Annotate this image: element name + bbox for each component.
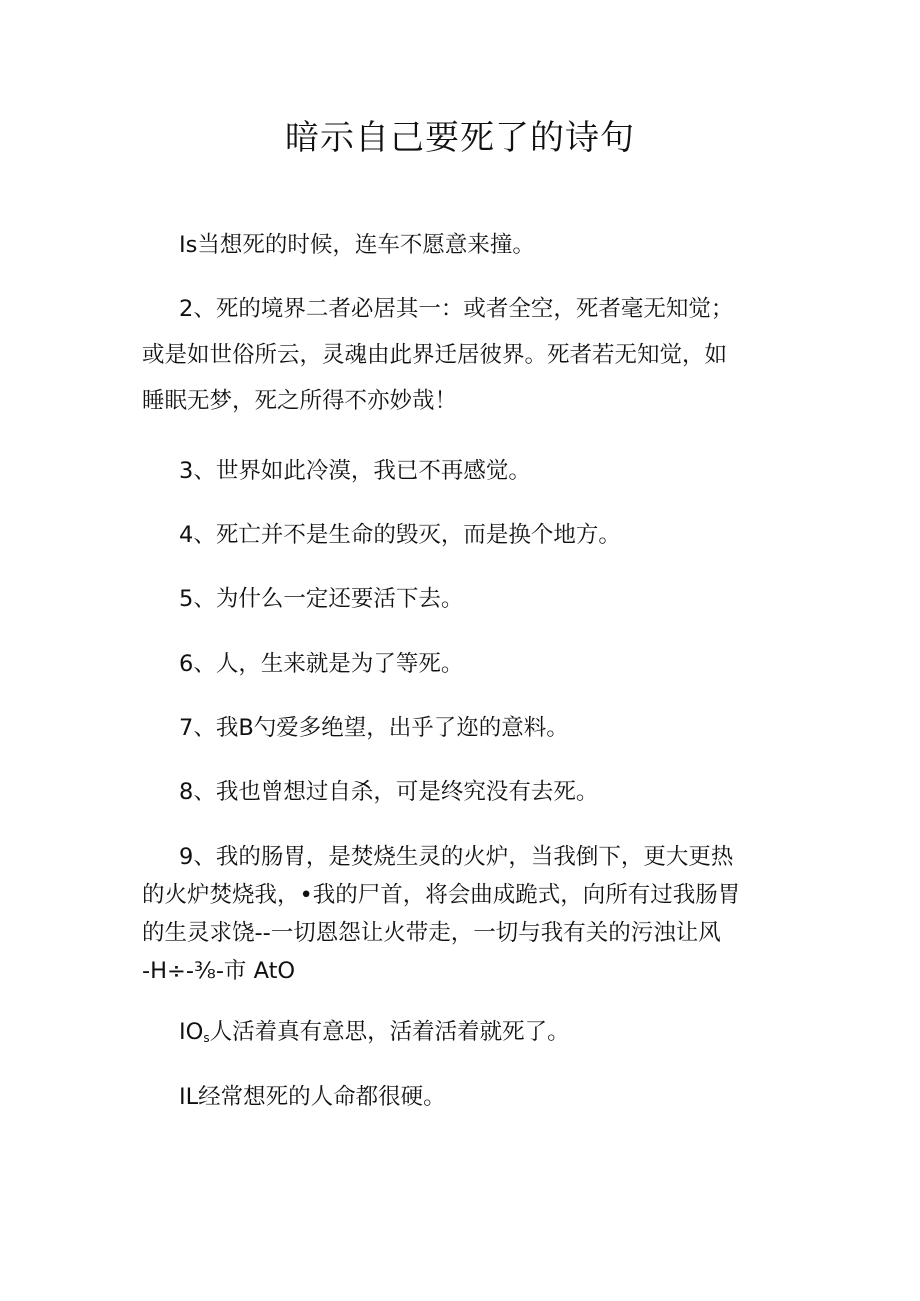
poem-line-9 [142, 838, 788, 990]
poem-line-9-row-4: -H÷-⅜-市 AtO [142, 958, 296, 984]
poem-line-10-number: IO [179, 1019, 204, 1045]
poem-line-9-row-2: 的火炉焚烧我，•我的尸首，将会曲成跪式，向所有过我肠胃 [142, 882, 741, 908]
poem-line-5: 5、为什么一定还要活下去。 [179, 586, 464, 612]
poem-line-1 [142, 226, 788, 264]
poem-line-4: 4、死亡并不是生命的毁灭，而是换个地方。 [179, 522, 621, 548]
poem-line-1-text: 当想死的时候，连车不愿意来撞。 [197, 232, 535, 258]
poem-line-11 [142, 1078, 788, 1116]
poem-line-2-row-3: 睡眠无梦，死之所得不亦妙哉！ [142, 388, 458, 414]
poem-line-8: 8、我也曾想过自杀，可是终究没有去死。 [179, 779, 599, 805]
poem-line-2-row-2: 或是如世俗所云，灵魂由此界迁居彼界。死者若无知觉，如 [142, 342, 728, 368]
poem-line-10-subscript: s [203, 1031, 210, 1045]
poem-line-9-row-3: 的生灵求饶--一切恩怨让火带走，一切与我有关的污浊让风 [142, 920, 721, 946]
poem-line-2 [142, 290, 788, 420]
poem-line-10-text: 人活着真有意思，活着活着就死了。 [209, 1019, 570, 1045]
poem-line-7: 7、我B勺爱多绝望，出乎了迩的意料。 [179, 715, 569, 741]
poem-line-9-row-1: 9、我的肠胃，是焚烧生灵的火炉，当我倒下，更大更热 [179, 844, 734, 870]
poem-line-2-row-1: 2、死的境界二者必居其一：或者全空，死者毫无知觉； [179, 296, 734, 322]
poem-line-11-number: IL [179, 1084, 199, 1110]
poem-line-3: 3、世界如此冷漠，我已不再感觉。 [179, 458, 531, 484]
poem-line-11-text: 经常想死的人命都很硬。 [198, 1084, 446, 1110]
poem-line-10 [142, 1013, 788, 1057]
poem-line-6: 6、人，生来就是为了等死。 [179, 651, 464, 677]
document-title: 暗示自己要死了的诗句 [285, 118, 635, 158]
poem-line-1-number: Is [179, 232, 198, 258]
